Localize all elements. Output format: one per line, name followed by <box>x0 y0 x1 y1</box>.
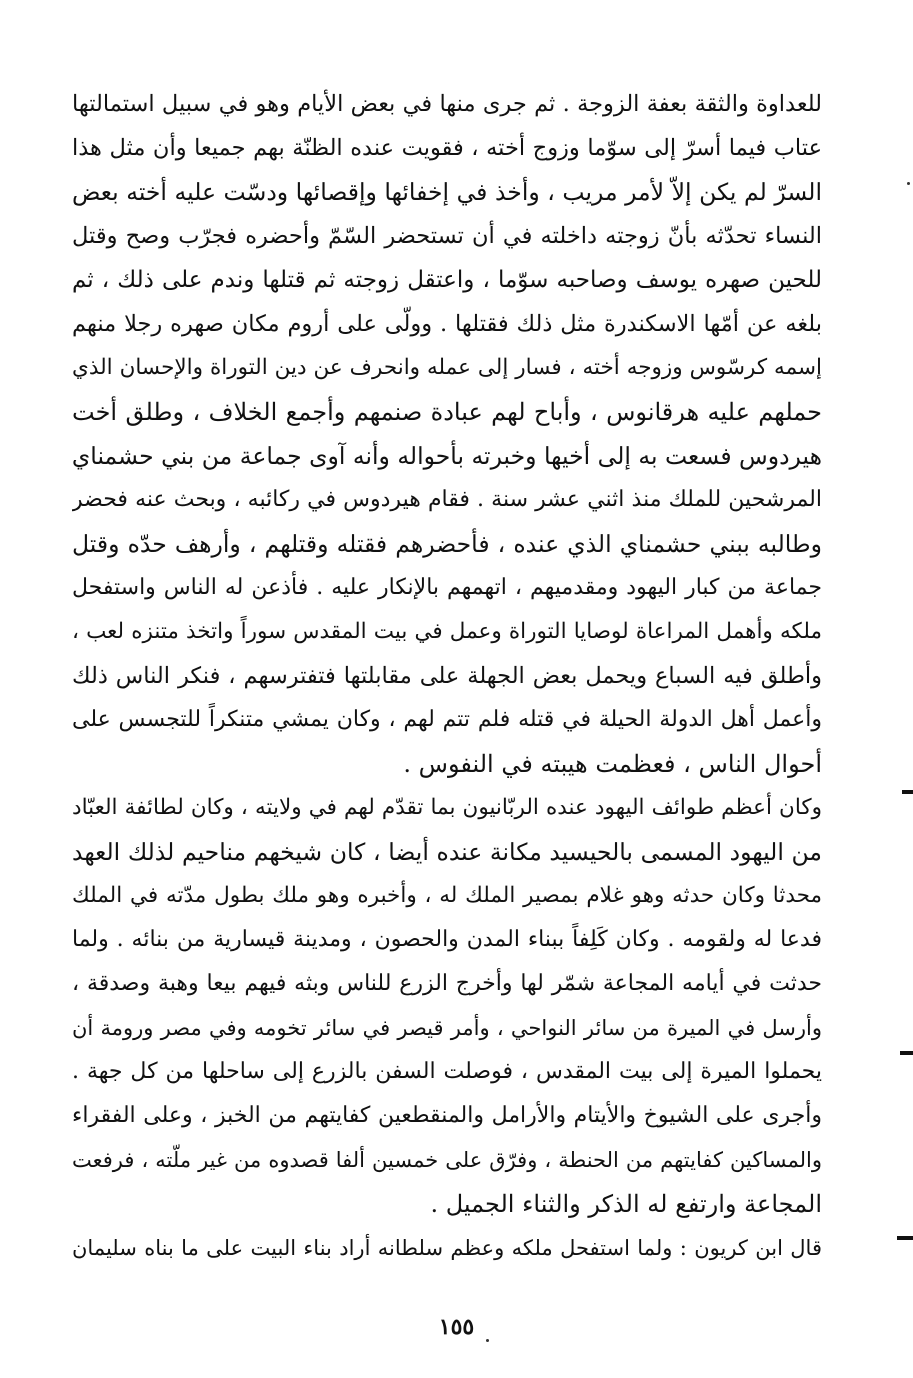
text-line: عتاب فيما أسرّ إلى سوّما وزوج أخته ، فقويت عنده الظنّة بهم جميعا وأن مثل هذا <box>72 135 822 161</box>
text-line: هيردوس فسعت به إلى أخيها وخبرته بأحواله وأنه آوى جماعة من بني حشمناي <box>72 442 822 470</box>
text-line: يحملوا الميرة إلى بيت المقدس ، فوصلت السفن بالزرع إلى ساحلها من كل جهة . <box>72 1059 822 1084</box>
scan-speck <box>486 1339 489 1342</box>
text-line: ملكه وأهمل المراعاة لوصايا التوراة وعمل في بيت المقدس سوراً واتخذ متنزه لعب ، <box>72 619 822 644</box>
text-line: المرشحين للملك منذ اثني عشر سنة . فقام هيردوس في ركائبه ، وبحث عنه فحضر <box>72 487 822 512</box>
text-line: وأجرى على الشيوخ والأيتام والأرامل والمنقطعين كفايتهم من الخبز ، وعلى الفقراء <box>72 1103 822 1128</box>
text-line: وأرسل في الميرة من سائر النواحي ، وأمر قيصر في سائر تخومه وفي مصر ورومة أن <box>72 1016 822 1040</box>
scan-speck <box>907 182 910 185</box>
page-number: ١٥٥ <box>438 1314 475 1340</box>
text-line: المجاعة وارتفع له الذكر والثناء الجميل . <box>430 1190 822 1218</box>
text-line: النساء تحدّثه بأنّ زوجته داخلته في أن تستحضر السّمّ وأحضره فجرّب وصح وقتل <box>72 223 822 249</box>
text-line: فدعا له ولقومه . وكان كَلِفاً ببناء المدن والحصون ، ومدينة قيسارية من بنائه . ولما <box>72 927 822 952</box>
text-line: للحين صهره يوسف وصاحبه سوّما ، واعتقل زوجته ثم قتلها وندم على ذلك ، ثم <box>72 267 822 293</box>
text-line: وكان أعظم طوائف اليهود عنده الربّانيون بما تقدّم لهم في ولايته ، وكان لطائفة العبّاد <box>72 795 822 820</box>
text-line: وطالبه ببني حشمناي الذي عنده ، فأحضرهم فقتله وقتلهم ، وأرهف حدّه وقتل <box>72 530 822 558</box>
text-line: والمساكين كفايتهم من الحنطة ، وفرّق على خمسين ألفا قصدوه من غير ملّته ، فرفعت <box>72 1148 822 1172</box>
text-line: حملهم عليه هرقانوس ، وأباح لهم عبادة صنمهم وأجمع الخلاف ، وطلق أخت <box>72 398 822 426</box>
margin-mark <box>897 1236 913 1240</box>
text-line: محدثا وكان حدثه وهو غلام بمصير الملك له ، وأخبره وهو ملك بطول مدّته في الملك <box>72 883 822 908</box>
text-line: أحوال الناس ، فعظمت هيبته في النفوس . <box>403 750 822 778</box>
text-line: بلغه عن أمّها الاسكندرة مثل ذلك فقتلها . وولّى على أروم مكان صهره رجلا منهم <box>72 311 822 337</box>
text-line: قال ابن كريون : ولما استفحل ملكه وعظم سلطانه أراد بناء البيت على ما بناه سليمان <box>72 1236 822 1260</box>
margin-mark <box>900 1051 913 1055</box>
text-line: إسمه كرسّوس وزوجه أخته ، فسار إلى عمله وانحرف عن دين التوراة والإحسان الذي <box>72 355 822 380</box>
margin-mark <box>902 790 913 794</box>
text-line: جماعة من كبار اليهود ومقدميهم ، اتهمهم بالإنكار عليه . فأذعن له الناس واستفحل <box>72 575 822 600</box>
text-line: للعداوة والثقة بعفة الزوجة . ثم جرى منها في بعض الأيام وهو في سبيل استمالتها <box>72 91 822 117</box>
body-text <box>72 82 822 1270</box>
text-line: السرّ لم يكن إلاّ لأمر مريب ، وأخذ في إخفائها وإقصائها ودسّت عليه أخته بعض <box>72 178 822 206</box>
text-line: من اليهود المسمى بالحيسيد مكانة عنده أيضا ، كان شيخهم مناحيم لذلك العهد <box>72 838 822 866</box>
text-line: حدثت في أيامه المجاعة شمّر لها وأخرج الزرع للناس وبثه فيهم بيعا وهبة وصدقة ، <box>72 971 822 996</box>
text-line: وأعمل أهل الدولة الحيلة في قتله فلم تتم لهم ، وكان يمشي متنكراً للتجسس على <box>72 707 822 732</box>
text-line: وأطلق فيه السباع ويحمل بعض الجهلة على مقابلتها فتفترسهم ، فنكر الناس ذلك <box>72 663 822 689</box>
